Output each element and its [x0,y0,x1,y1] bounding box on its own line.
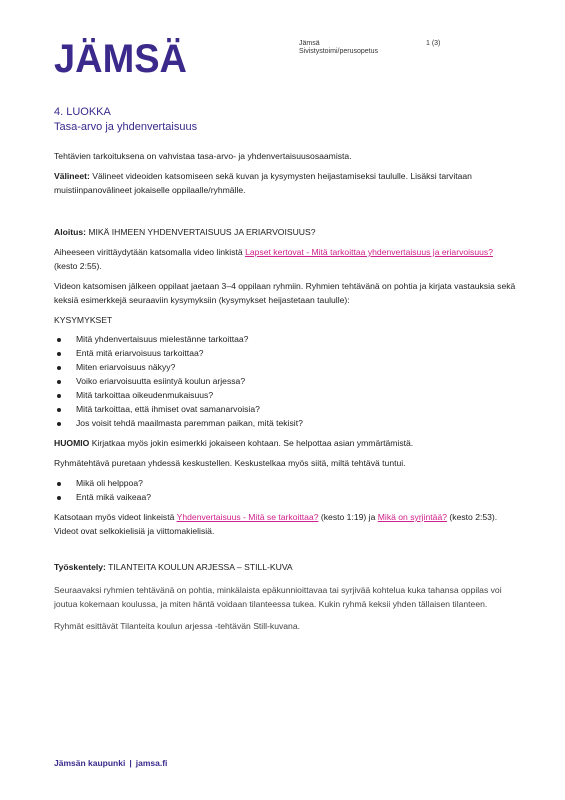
document-subtitle: Tasa-arvo ja yhdenvertaisuus [54,121,198,133]
video-link-yhdenvertaisuus[interactable]: Yhdenvertaisuus - Mitä se tarkoittaa? [176,512,319,522]
more-videos-after: (kesto 2:53). Videot ovat selkokielisiä ja viittomakielisiä. [54,512,498,536]
question-text: Mitä tarkoittaa, että ihmiset ovat samanarvoisia? [76,404,260,414]
video-text-after: (kesto 2:55). [54,261,102,271]
bullet-icon [57,422,61,426]
video-link-syrjinta[interactable]: Mikä on syrjintää? [377,512,448,522]
equipment-paragraph [54,169,516,197]
groups-text: Videon katsomisen jälkeen oppilaat jaetaan 3–4 oppilaan ryhmiin. Ryhmien tehtävänä on pohtia ja kirjata vastauksia sekä keksiä esimerkkejä seuraaviin kysymyksiin (kysymykset heijastetaan taululle): [54,281,516,305]
discussion-text: Ryhmätehtävä puretaan yhdessä keskustellen. Keskustelkaa myös siitä, miltä tehtävä tuntui. [54,458,406,468]
questions-list [54,332,516,430]
opening-label: Aloitus: [54,227,86,237]
bullet-icon [57,352,61,356]
list-item [57,402,516,416]
discussion-item-text: Entä mikä vaikeaa? [76,492,151,502]
list-item [57,416,516,430]
work-heading [54,560,516,574]
jamsa-logo [54,30,188,78]
list-item [57,476,516,490]
bullet-icon [57,496,61,500]
footer-city: Jämsän kaupunki [54,758,126,768]
header-org-line1: Jämsä [299,40,320,47]
work-text-1: Seuraavaksi ryhmien tehtävänä on pohtia, minkälaista epäkunnioittavaa tai syrjivää kohtelua kuka tahansa oppilas voi joutua kokemaan koulussa, ja miten häntä voidaan tilanteessa tukea. Kukin ryhmä keksii yhden tällaisen tilanteen. [54,585,502,609]
more-videos-paragraph [54,510,516,538]
bullet-icon [57,366,61,370]
work-text-2: Ryhmät esittävät Tilanteita koulun arjessa -tehtävän Still-kuvana. [54,621,300,631]
bullet-icon [57,408,61,412]
question-text: Mitä tarkoittaa oikeudenmukaisuus? [76,390,214,400]
equipment-label: Välineet: [54,171,90,181]
question-text: Entä mitä eriarvoisuus tarkoittaa? [76,348,204,358]
video-link-lapset-kertovat[interactable]: Lapset kertovat - Mitä tarkoittaa yhdenvertaisuus ja eriarvoisuus? [245,247,493,257]
footer-separator: | [129,758,132,768]
discussion-item-text: Mikä oli helppoa? [76,478,143,488]
work-label: Työskentely: [54,562,106,572]
opening-title: MIKÄ IHMEEN YHDENVERTAISUUS JA ERIARVOISUUS? [88,227,316,237]
opening-heading [54,225,516,239]
note-text: Kirjatkaa myös jokin esimerkki jokaiseen kohtaan. Se helpottaa asian ymmärtämistä. [91,438,414,448]
question-text: Jos voisit tehdä maailmasta paremman paikan, mitä tekisit? [76,418,303,428]
header-org-line2: Sivistystoimi/perusopetus [299,48,378,55]
list-item [57,388,516,402]
list-item [57,374,516,388]
goal-text: Tehtävien tarkoituksena on vahvistaa tasa-arvo- ja yhdenvertaisuusosaamista. [54,151,352,161]
list-item [57,332,516,346]
work-title: TILANTEITA KOULUN ARJESSA – STILL-KUVA [108,562,293,572]
list-item [57,490,516,504]
more-videos-mid: (kesto 1:19) ja [320,512,376,522]
question-text: Miten eriarvoisuus näkyy? [76,362,176,372]
page-number: 1 (3) [426,40,441,47]
bullet-icon [57,482,61,486]
equipment-text: Välineet videoiden katsomiseen sekä kuvan ja kysymysten heijastamiseksi taululle. Lisäksi tarvitaan muistiinpanovälineet jokaiselle oppilaalle/ryhmälle. [54,171,472,195]
list-item [57,360,516,374]
questions-heading: KYSYMYKSET [54,315,113,325]
document-body [54,149,516,633]
header-organization [299,40,378,56]
question-text: Mitä yhdenvertaisuus mielestänne tarkoittaa? [76,334,249,344]
discussion-list [54,476,516,504]
bullet-icon [57,380,61,384]
footer-site-link[interactable]: jamsa.fi [135,758,168,768]
question-text: Voiko eriarvoisuutta esiintyä koulun arjessa? [76,376,246,386]
list-item [57,346,516,360]
note-label: HUOMIO [54,438,90,448]
bullet-icon [57,338,61,342]
grade-heading: 4. LUOKKA [54,106,111,118]
video-text-before: Aiheeseen virittäydytään katsomalla video linkistä [54,247,243,257]
note-paragraph [54,436,516,450]
video-paragraph [54,245,516,273]
more-videos-before: Katsotaan myös videot linkeistä [54,512,175,522]
bullet-icon [57,394,61,398]
logo-text: JÄMSÄ [54,37,187,78]
footer [54,758,167,768]
